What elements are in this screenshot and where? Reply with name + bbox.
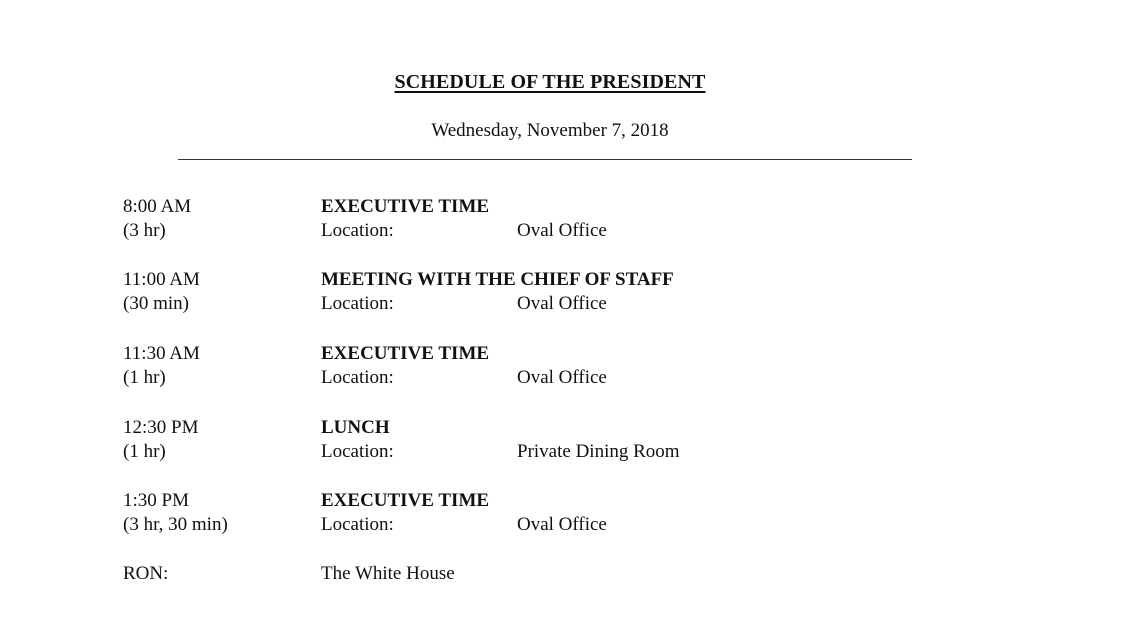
document-date: Wednesday, November 7, 2018 <box>431 120 669 141</box>
entry-event: EXECUTIVE TIME <box>321 343 490 364</box>
entry-time: 8:00 AM <box>123 196 192 217</box>
entry-event: EXECUTIVE TIME <box>321 490 490 511</box>
entry-event: MEETING WITH THE CHIEF OF STAFF <box>321 269 674 290</box>
entry-duration: (3 hr, 30 min) <box>123 514 228 535</box>
entry-duration: (1 hr) <box>123 441 166 462</box>
schedule-entry <box>123 195 923 247</box>
entry-time: 11:00 AM <box>123 269 200 290</box>
document-title: SCHEDULE OF THE PRESIDENT <box>394 71 706 93</box>
entry-event: EXECUTIVE TIME <box>321 196 490 217</box>
ron-label: RON: <box>123 563 169 584</box>
entry-location: Private Dining Room <box>517 441 680 462</box>
entry-location-label: Location: <box>321 367 394 388</box>
schedule-entry <box>123 489 923 541</box>
header-divider <box>178 159 912 160</box>
entry-location-label: Location: <box>321 293 394 314</box>
entry-time: 12:30 PM <box>123 417 199 438</box>
entry-location-label: Location: <box>321 441 394 462</box>
entry-time: 11:30 AM <box>123 343 200 364</box>
entry-time: 1:30 PM <box>123 490 189 511</box>
schedule-entry <box>123 416 923 468</box>
schedule-entry <box>123 268 923 320</box>
entry-duration: (1 hr) <box>123 367 166 388</box>
entry-location: Oval Office <box>517 367 607 388</box>
entry-event: LUNCH <box>321 417 390 438</box>
entry-duration: (3 hr) <box>123 220 166 241</box>
schedule-entry <box>123 342 923 394</box>
entry-location: Oval Office <box>517 293 607 314</box>
entry-location-label: Location: <box>321 220 394 241</box>
entry-location: Oval Office <box>517 514 607 535</box>
ron-location: The White House <box>321 563 455 584</box>
entry-location-label: Location: <box>321 514 394 535</box>
entry-duration: (30 min) <box>123 293 189 314</box>
entry-location: Oval Office <box>517 220 607 241</box>
